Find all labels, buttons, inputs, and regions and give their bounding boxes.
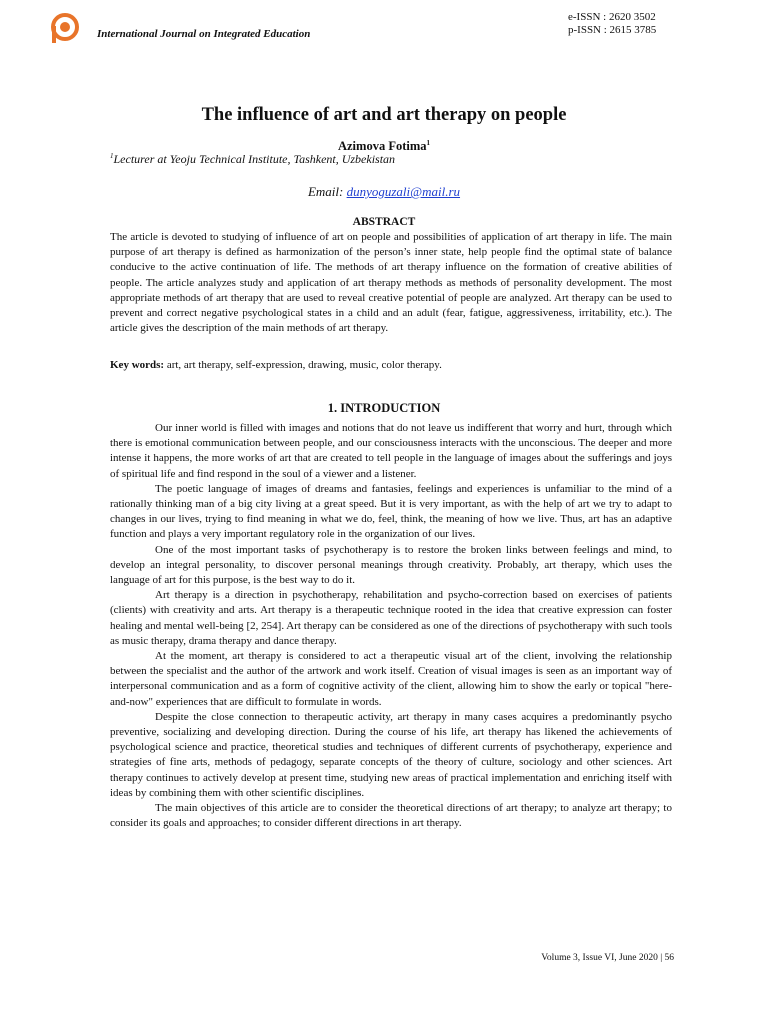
- paragraph: Art therapy is a direction in psychotherapy, rehabilitation and psycho-correction based on exercises of patients (clients) with creativity and arts. Art therapy is a therapeutic technique rooted in the idea that creative expression can foster healing and mental well-being [2, 254]. Art therapy can be considered as one of the directions of psychotherapy with such tools as music therapy, drama therapy and dance therapy.: [110, 589, 672, 647]
- paragraph: At the moment, art therapy is considered to act a therapeutic visual art of the client, involving the relationship between the specialist and the author of the artwork and work itself. Creation of visual images is seen as an important way of interpersonal communication and as a form of cognitive activity of the client, allowing him to show the early or topical "here-and-now" experiences that are difficult to formulate in words.: [110, 650, 672, 708]
- journal-name: International Journal on Integrated Education: [97, 28, 311, 40]
- section-heading-introduction: 1. INTRODUCTION: [327, 401, 441, 415]
- abstract-heading: ABSTRACT: [352, 216, 416, 228]
- email-link[interactable]: dunyoguzali@mail.ru: [346, 184, 461, 199]
- author-text: Azimova Fotima: [337, 139, 427, 153]
- keywords-line: [110, 358, 672, 373]
- paragraph: Our inner world is filled with images and notions that do not leave us indifferent that worry and hurt, through which there is emotional communication between people, and our consciousness interacts with the unconscious. The deeper and more intense it happens, the more works of art that are created to tell people in the language of images about the sufferings and joys of spiritual life and find respond in the soul of a viewer and a listener.: [110, 422, 672, 480]
- author-sup: 1: [426, 138, 431, 147]
- journal-logo-icon: [50, 12, 80, 44]
- introduction-body: [110, 421, 672, 831]
- email-line: [0, 184, 768, 200]
- keywords-label: Key words:: [110, 359, 165, 371]
- abstract-body: The article is devoted to studying of influence of art on people and possibilities of application of art therapy in life. The main purpose of art therapy is defined as harmonization of the person’s inner state, help people find the optimal state of balance conducive to the active continuation of life. The methods of art therapy influence on the formation of creative abilities of people. The article analyzes study and application of art therapy methods as methods of personality development. The most appropriate methods of art therapy that are used to reveal creative potential of people are analyzed. Art therapy can be used to prevent and correct negative psychological states in a child and an adult (fear, fatigue, aggressiveness, irritability, etc.). The article gives the description of the main methods of art therapy.: [110, 231, 672, 335]
- email-label: Email:: [307, 184, 344, 199]
- keywords-text: art, art therapy, self-expression, drawing, music, color therapy.: [164, 359, 442, 371]
- eissn: e-ISSN : 2620 3502: [568, 11, 656, 23]
- affiliation-text: Lecturer at Yeoju Technical Institute, Tashkent, Uzbekistan: [113, 152, 396, 166]
- pissn: p-ISSN : 2615 3785: [568, 24, 657, 36]
- paragraph: The poetic language of images of dreams and fantasies, feelings and experiences is unfamiliar to the mind of a rationally thinking man of a big city living at a great speed. But it is very important, as with the help of art we try to adapt to changes in our lives, trying to find meaning in what we do, feel, think, the meaning of how we live. Thus, art has an adaptive function and plays a very important regulatory role in the organization of our lives.: [110, 482, 672, 541]
- paragraph: One of the most important tasks of psychotherapy is to restore the broken links between feelings and mind, to develop an integral personality, to discover personal meanings through creativity. Probably, art therapy, which uses the language of art for this purpose, is the best way to do it.: [110, 543, 672, 587]
- issn-block: [568, 11, 656, 37]
- paragraph: The main objectives of this article are to consider the theoretical directions of art therapy; to analyze art therapy; to consider its goals and approaches; to consider different directions in art therapy.: [110, 802, 672, 830]
- page-footer: Volume 3, Issue VI, June 2020 | 56: [541, 953, 674, 963]
- paragraph: Despite the close connection to therapeutic activity, art therapy in many cases acquires a predominantly psycho preventive, socializing and developing direction. During the course of his life, art therapy has likened the achievements of psychological science and practice, theoretical studies and techniques of different currents of psychotherapy, experience and strategies of fine arts, methods of pedagogy, separate concepts of the theory of culture, sociology and other sciences. Art therapy continues to actively develop at present time, studying new areas of practical implementation and enriching itself with ideas by combining them with other scientific disciplines.: [110, 710, 672, 799]
- affiliation: [110, 152, 395, 167]
- affiliation-sup: 1: [110, 152, 114, 160]
- article-title: The influence of art and art therapy on people: [201, 105, 567, 125]
